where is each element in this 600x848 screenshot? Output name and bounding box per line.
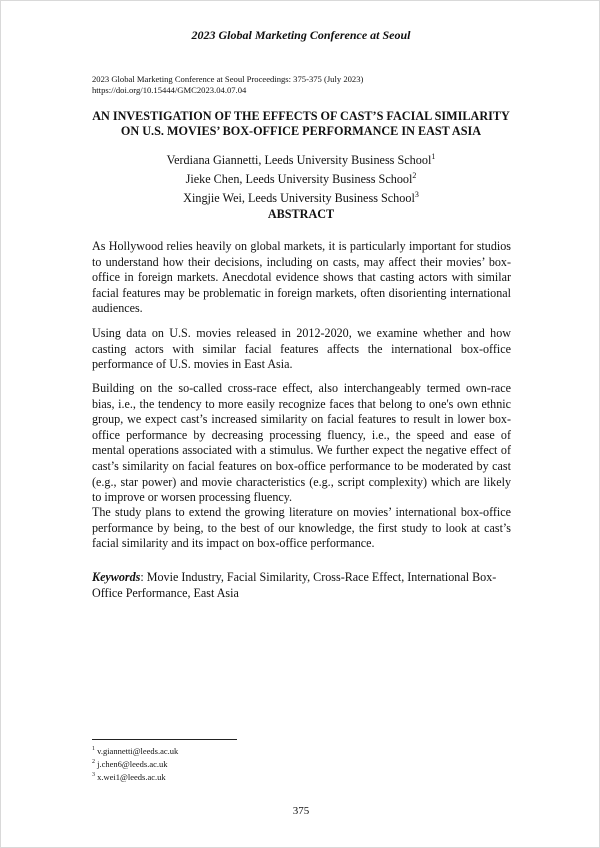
keywords-list: : Movie Industry, Facial Similarity, Cross-Race Effect, International Box-Office Performance, East Asia [92,570,497,600]
running-head: 2023 Global Marketing Conference at Seoul [191,28,411,42]
author-2-mark: 2 [412,171,417,181]
author-list [91,149,511,206]
footnote-3-email: x.wei1@leeds.ac.uk [97,771,166,782]
footnote-divider [92,739,237,740]
footnote-3-mark: 3 [92,771,95,778]
author-3-mark: 3 [414,190,419,200]
keywords [92,570,511,601]
author-2-name: Jieke Chen, Leeds University Business School [185,172,413,187]
footnote-3 [92,770,392,783]
keywords-label: Keywords [92,570,141,584]
author-1-name: Verdiana Giannetti, Leeds University Business School [166,153,432,168]
footnotes [92,744,392,782]
abstract-heading: ABSTRACT [267,207,335,221]
abstract-paragraph-1: As Hollywood relies heavily on global markets, it is particularly important for studios to understand how their decisions, including on casts, may affect their movies’ box-office in foreign markets. Anecdotal evidence shows that casting actors with similar facial features may be problematic in foreign markets, often disorienting international audiences. [92,239,511,316]
citation-block [92,74,512,96]
footnote-1 [92,744,392,757]
author-3 [91,187,511,206]
author-1 [91,149,511,168]
footnote-2-email: j.chen6@leeds.ac.uk [97,758,168,769]
abstract-paragraph-2: Using data on U.S. movies released in 2012-2020, we examine whether and how casting actors with similar facial features affects the international box-office performance of U.S. movies in East Asia. [92,326,511,372]
page-number: 375 [292,805,310,817]
abstract-paragraph-3: Building on the so-called cross-race effect, also interchangeably termed own-race bias, i.e., the tendency to more easily recognize faces that belong to one's own ethnic group, we expect cast’s increased similarity on facial features to result in lower box-office performance by decreasing processing fluency, i.e., the speed and ease of mental operations associated with a stimulus. We further expect the negative effect of cast’s similarity on facial features on box-office performance to be moderated by cast (e.g., star power) and movie characteristics (e.g., script complexity) which are likely to improve or worsen processing fluency. [92,381,511,505]
author-3-name: Xingjie Wei, Leeds University Business School [183,191,415,206]
footnote-2-mark: 2 [92,758,95,765]
footnote-1-email: v.giannetti@leeds.ac.uk [97,745,179,756]
paper-title [91,109,511,139]
author-1-mark: 1 [431,152,436,161]
citation-doi: https://doi.org/10.15444/GMC2023.04.07.04 [92,85,247,95]
footnote-2 [92,757,392,770]
footnote-1-mark: 1 [92,746,95,752]
title-line-1: AN INVESTIGATION OF THE EFFECTS OF CAST’S FACIAL SIMILARITY [92,109,510,123]
citation-proceedings: 2023 Global Marketing Conference at Seoul Proceedings: 375-375 (July 2023) [92,74,364,84]
title-line-2: ON U.S. MOVIES’ BOX-OFFICE PERFORMANCE IN EAST ASIA [120,124,482,138]
abstract-paragraph-4: The study plans to extend the growing literature on movies’ international box-office performance by being, to the best of our knowledge, the first study to look at cast’s facial similarity and its impact on box-office performance. [92,505,511,551]
author-2 [91,168,511,187]
